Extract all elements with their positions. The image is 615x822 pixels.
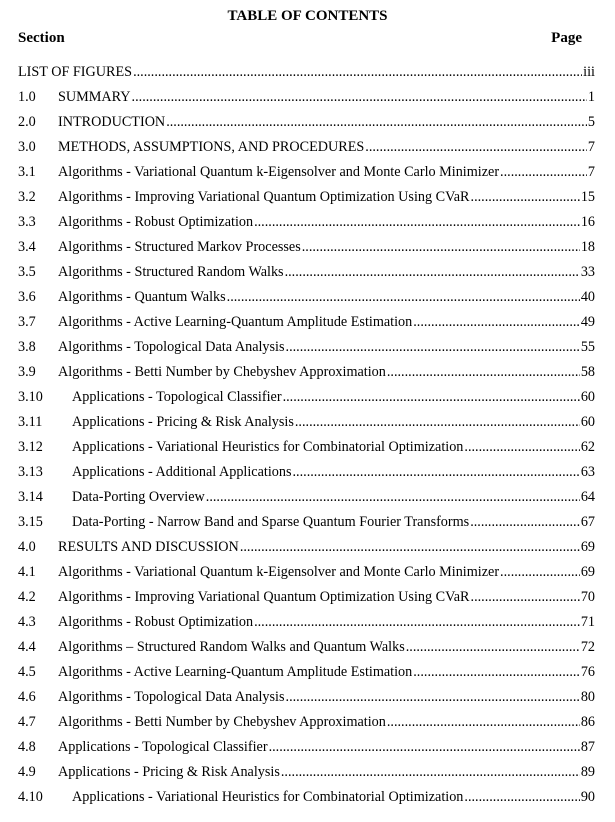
toc-entry-line — [58, 289, 595, 306]
toc-entry-label: Algorithms - Robust Optimization — [58, 214, 254, 230]
toc-entry-label: INTRODUCTION — [58, 114, 166, 130]
toc-entry-line — [58, 214, 595, 231]
dot-leader — [413, 664, 580, 681]
toc-entry-label: Applications - Topological Classifier — [72, 389, 282, 405]
dot-leader — [464, 439, 579, 456]
toc-entry-number: 3.11 — [18, 414, 43, 430]
toc-entry-page: 70 — [580, 589, 595, 605]
toc-entry-label: Data-Porting Overview — [72, 489, 205, 505]
toc-entry-line — [72, 464, 595, 481]
dot-leader — [285, 264, 580, 281]
toc-entry[interactable] — [0, 64, 615, 89]
toc-entry-page: 40 — [580, 289, 595, 305]
toc-entry-number: 4.1 — [18, 564, 36, 580]
toc-entry-number: 4.5 — [18, 664, 36, 680]
toc-entry[interactable] — [0, 389, 615, 414]
dot-leader — [286, 339, 580, 356]
dot-leader — [387, 364, 580, 381]
toc-entry-label: Algorithms - Robust Optimization — [58, 614, 254, 630]
toc-entry-label: Applications - Additional Applications — [72, 464, 292, 480]
toc-entry-number: 3.12 — [18, 439, 43, 455]
toc-entry-page: 67 — [580, 514, 595, 530]
toc-entry-line — [58, 639, 595, 656]
toc-entry-page: 55 — [580, 339, 595, 355]
dot-leader — [471, 189, 580, 206]
dot-leader — [413, 314, 580, 331]
dot-leader — [132, 89, 587, 106]
dot-leader — [133, 64, 582, 81]
toc-entry-line — [58, 614, 595, 631]
toc-entry[interactable] — [0, 789, 615, 814]
toc-entry-number: 3.4 — [18, 239, 36, 255]
dot-leader — [295, 414, 580, 431]
dot-leader — [302, 239, 580, 256]
dot-leader — [286, 689, 580, 706]
toc-entry-number: 3.0 — [18, 139, 36, 155]
toc-entry-label: Algorithms – Structured Random Walks and Quantum Walks — [58, 639, 405, 655]
toc-entry[interactable] — [0, 639, 615, 664]
toc-entry-label: Algorithms - Improving Variational Quantum Optimization Using CVaR — [58, 189, 470, 205]
toc-entry-label: Algorithms - Improving Variational Quantum Optimization Using CVaR — [58, 589, 470, 605]
toc-entry-page: 80 — [580, 689, 595, 705]
toc-entry-number: 3.6 — [18, 289, 36, 305]
toc-entry[interactable] — [0, 214, 615, 239]
toc-entry-page: 1 — [587, 89, 595, 105]
toc-entry-number: 2.0 — [18, 114, 36, 130]
toc-entry-label: Algorithms - Structured Random Walks — [58, 264, 284, 280]
dot-leader — [387, 714, 580, 731]
toc-entry-number: 3.8 — [18, 339, 36, 355]
toc-entry-label: Applications - Variational Heuristics for Combinatorial Optimization — [72, 439, 464, 455]
toc-entry[interactable] — [0, 239, 615, 264]
toc-entry-number: 3.10 — [18, 389, 43, 405]
toc-entry[interactable] — [0, 539, 615, 564]
toc-entry-line — [58, 714, 595, 731]
toc-entry-page: 33 — [580, 264, 595, 280]
dot-leader — [464, 789, 579, 806]
toc-entry-number: 3.5 — [18, 264, 36, 280]
toc-entry-page: 58 — [580, 364, 595, 380]
toc-entry[interactable] — [0, 514, 615, 539]
toc-entry[interactable] — [0, 89, 615, 114]
toc-entry[interactable] — [0, 339, 615, 364]
toc-entry[interactable] — [0, 564, 615, 589]
toc-entry[interactable] — [0, 114, 615, 139]
toc-entry[interactable] — [0, 264, 615, 289]
toc-entry-page: 15 — [580, 189, 595, 205]
toc-entry-number: 3.15 — [18, 514, 43, 530]
toc-entry-page: 62 — [580, 439, 595, 455]
toc-entry[interactable] — [0, 439, 615, 464]
toc-entry[interactable] — [0, 739, 615, 764]
toc-title: TABLE OF CONTENTS — [227, 8, 388, 24]
toc-entry-line — [58, 764, 595, 781]
toc-entry-number: 3.14 — [18, 489, 43, 505]
dot-leader — [240, 539, 580, 556]
toc-entry-line — [72, 514, 595, 531]
toc-entry[interactable] — [0, 314, 615, 339]
toc-entry-label: Applications - Pricing & Risk Analysis — [72, 414, 294, 430]
toc-entry-number: 4.7 — [18, 714, 36, 730]
section-column-header: Section — [18, 30, 65, 46]
toc-entry[interactable] — [0, 464, 615, 489]
toc-entry[interactable] — [0, 764, 615, 789]
toc-entry-page: 60 — [580, 414, 595, 430]
toc-entry-line — [58, 264, 595, 281]
toc-entry-page: 5 — [587, 114, 595, 130]
toc-entry[interactable] — [0, 689, 615, 714]
toc-entry-page: 63 — [580, 464, 595, 480]
toc-entry-line — [72, 489, 595, 506]
toc-entry[interactable] — [0, 714, 615, 739]
toc-entry-label: SUMMARY — [58, 89, 131, 105]
dot-leader — [406, 639, 580, 656]
toc-entry-label: Data-Porting - Narrow Band and Sparse Quantum Fourier Transforms — [72, 514, 470, 530]
toc-entry-number: 1.0 — [18, 89, 36, 105]
dot-leader — [470, 514, 580, 531]
toc-entry-page: 71 — [580, 614, 595, 630]
page-column-header: Page — [551, 30, 582, 46]
toc-entry-label: Algorithms - Active Learning-Quantum Amplitude Estimation — [58, 314, 413, 330]
toc-entry-label: Algorithms - Structured Markov Processes — [58, 239, 301, 255]
toc-entry[interactable] — [0, 139, 615, 164]
toc-entry-page: 76 — [580, 664, 595, 680]
toc-entry-line — [72, 389, 595, 406]
toc-entry[interactable] — [0, 614, 615, 639]
toc-entry-line — [58, 239, 595, 256]
toc-entry-page: 49 — [580, 314, 595, 330]
toc-entry-number: 4.8 — [18, 739, 36, 755]
toc-entry-label: Applications - Pricing & Risk Analysis — [58, 764, 280, 780]
toc-entry-number: 3.9 — [18, 364, 36, 380]
toc-entry-page: 90 — [580, 789, 595, 805]
toc-entry-label: Algorithms - Betti Number by Chebyshev Approximation — [58, 364, 386, 380]
toc-entry[interactable] — [0, 589, 615, 614]
dot-leader — [281, 764, 580, 781]
toc-entry-line — [58, 364, 595, 381]
toc-entry-line — [72, 439, 595, 456]
toc-entry-label: METHODS, ASSUMPTIONS, AND PROCEDURES — [58, 139, 365, 155]
toc-entry-page: 87 — [580, 739, 595, 755]
toc-entry-number: 3.3 — [18, 214, 36, 230]
dot-leader — [254, 614, 580, 631]
toc-entry-page: 16 — [580, 214, 595, 230]
toc-entry[interactable] — [0, 364, 615, 389]
toc-entry-page: 64 — [580, 489, 595, 505]
toc-entry-number: 3.13 — [18, 464, 43, 480]
toc-entry-label: Algorithms - Variational Quantum k-Eigensolver and Monte Carlo Minimizer — [58, 164, 500, 180]
toc-entry-page: 86 — [580, 714, 595, 730]
toc-entry-line — [72, 789, 595, 806]
toc-entry-label: Algorithms - Betti Number by Chebyshev Approximation — [58, 714, 386, 730]
toc-entry-page: 72 — [580, 639, 595, 655]
toc-entry-line — [58, 539, 595, 556]
toc-entry-label: Algorithms - Topological Data Analysis — [58, 339, 285, 355]
dot-leader — [166, 114, 587, 131]
toc-entry-page: 7 — [587, 139, 595, 155]
toc-entry-label: RESULTS AND DISCUSSION — [58, 539, 239, 555]
toc-entry-label: Applications - Variational Heuristics for Combinatorial Optimization — [72, 789, 464, 805]
toc-entry-line — [58, 339, 595, 356]
toc-entry-line — [72, 414, 595, 431]
toc-entry[interactable] — [0, 664, 615, 689]
toc-entry-label: Algorithms - Active Learning-Quantum Amplitude Estimation — [58, 664, 413, 680]
dot-leader — [471, 589, 580, 606]
toc-entry-number: 4.6 — [18, 689, 36, 705]
toc-entry-number: 3.2 — [18, 189, 36, 205]
toc-entry-page: 69 — [580, 564, 595, 580]
toc-entry-line — [58, 314, 595, 331]
toc-entry-line — [58, 664, 595, 681]
toc-entry-number: 3.7 — [18, 314, 36, 330]
toc-entry-line — [58, 739, 595, 756]
toc-entry-page: 7 — [587, 164, 595, 180]
toc-entry-line — [58, 114, 595, 131]
toc-entry-line — [18, 64, 595, 81]
toc-entry-page: 18 — [580, 239, 595, 255]
toc-entry-number: 4.9 — [18, 764, 36, 780]
dot-leader — [283, 389, 580, 406]
toc-entries — [0, 64, 615, 814]
toc-entry[interactable] — [0, 289, 615, 314]
toc-entry-label: LIST OF FIGURES — [18, 64, 133, 80]
toc-entry-line — [58, 139, 595, 156]
toc-entry-number: 4.10 — [18, 789, 43, 805]
toc-entry[interactable] — [0, 164, 615, 189]
toc-entry-line — [58, 564, 595, 581]
toc-entry-label: Algorithms - Variational Quantum k-Eigensolver and Monte Carlo Minimizer — [58, 564, 500, 580]
toc-entry-label: Applications - Topological Classifier — [58, 739, 268, 755]
toc-entry-line — [58, 164, 595, 181]
toc-entry-line — [58, 189, 595, 206]
toc-entry-label: Algorithms - Quantum Walks — [58, 289, 226, 305]
toc-entry-page: 60 — [580, 389, 595, 405]
toc-entry[interactable] — [0, 189, 615, 214]
toc-entry-label: Algorithms - Topological Data Analysis — [58, 689, 285, 705]
toc-entry-number: 4.0 — [18, 539, 36, 555]
toc-entry-line — [58, 589, 595, 606]
toc-entry[interactable] — [0, 414, 615, 439]
toc-entry-number: 4.2 — [18, 589, 36, 605]
dot-leader — [365, 139, 587, 156]
toc-entry-line — [58, 89, 595, 106]
toc-entry-number: 3.1 — [18, 164, 36, 180]
dot-leader — [227, 289, 580, 306]
toc-entry-line — [58, 689, 595, 706]
toc-entry-page: 69 — [580, 539, 595, 555]
toc-entry-page: 89 — [580, 764, 595, 780]
dot-leader — [254, 214, 580, 231]
toc-entry-page: iii — [583, 64, 595, 80]
dot-leader — [269, 739, 580, 756]
dot-leader — [206, 489, 580, 506]
toc-entry-number: 4.4 — [18, 639, 36, 655]
dot-leader — [293, 464, 580, 481]
dot-leader — [500, 564, 580, 581]
toc-entry-number: 4.3 — [18, 614, 36, 630]
dot-leader — [500, 164, 587, 181]
toc-entry[interactable] — [0, 489, 615, 514]
